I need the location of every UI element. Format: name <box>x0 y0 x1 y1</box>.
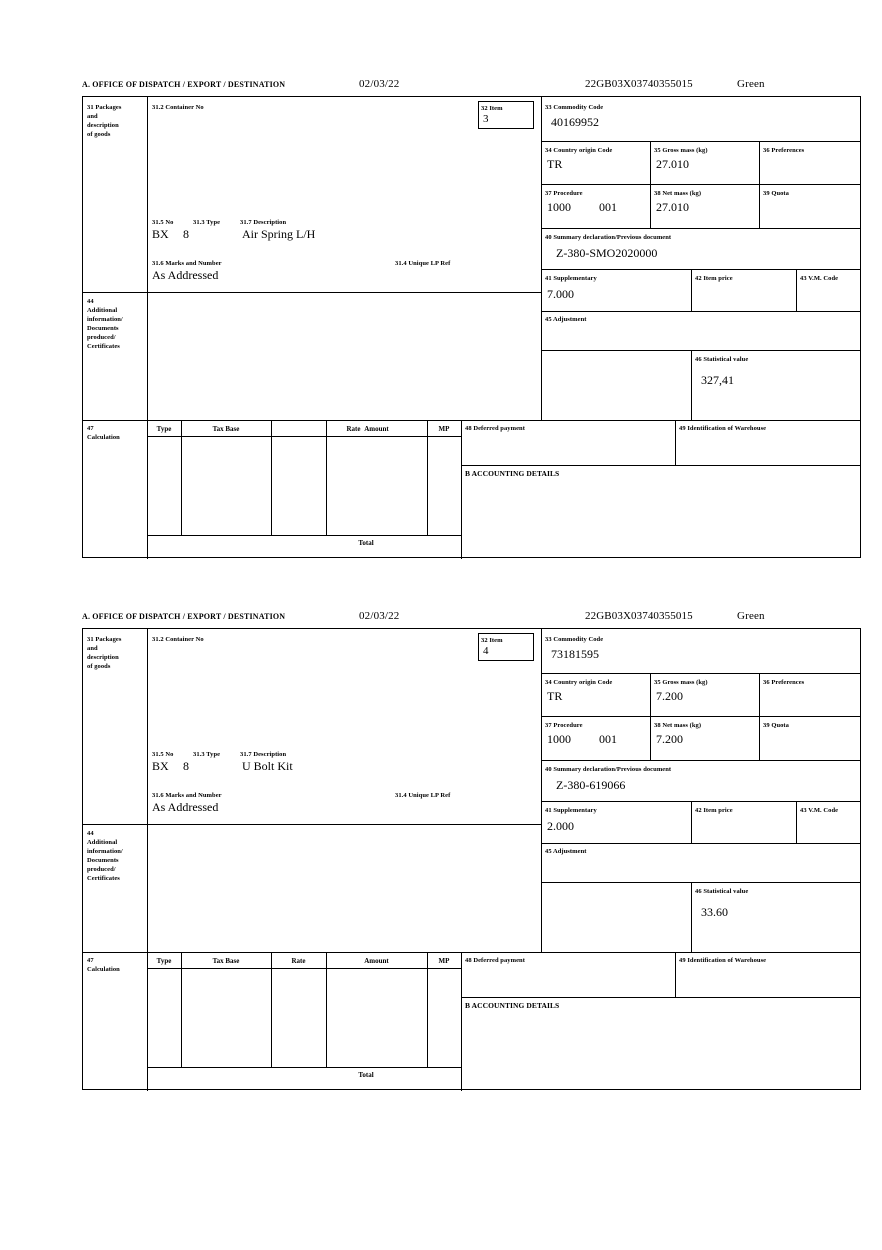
office-of-dispatch-label: A. OFFICE OF DISPATCH / EXPORT / DESTINATION <box>82 80 286 89</box>
divider <box>83 952 860 953</box>
box-32-item <box>478 633 534 661</box>
box-37-value-1: 1000 <box>547 200 571 214</box>
divider <box>147 420 148 559</box>
box-32-value: 4 <box>483 645 489 657</box>
divider <box>759 673 760 760</box>
packages-description-value: U Bolt Kit <box>242 759 293 773</box>
divider <box>461 952 462 1091</box>
divider <box>461 420 462 559</box>
marks-and-number-value: As Addressed <box>152 800 219 814</box>
dotted-divider <box>541 882 542 952</box>
box-32-label: 32 Item <box>481 105 503 112</box>
divider <box>147 97 148 420</box>
packages-no-value: 8 <box>183 227 189 241</box>
divider <box>541 350 860 351</box>
box-38-label: 38 Net mass (kg) <box>654 722 702 729</box>
divider <box>796 269 797 311</box>
divider <box>541 184 860 185</box>
box-41-label: 41 Supplementary <box>545 807 597 814</box>
box-35-value: 7.200 <box>656 689 683 703</box>
column-header-rate: Rate <box>291 957 306 965</box>
divider <box>326 420 327 535</box>
box-47-label: 47 Calculation <box>87 425 120 441</box>
divider <box>147 436 461 437</box>
box-45-label: 45 Adjustment <box>545 848 587 855</box>
divider <box>650 141 651 228</box>
column-header-rate: Rate <box>346 425 361 433</box>
divider <box>541 801 860 802</box>
declaration-date: 02/03/22 <box>359 78 400 90</box>
box-31-label: 31 Packages and description of goods <box>87 636 122 670</box>
box-34-value: TR <box>547 157 563 171</box>
divider <box>83 824 541 825</box>
divider <box>541 141 860 142</box>
box-41-value: 7.000 <box>547 287 574 301</box>
divider <box>271 952 272 1067</box>
box-37-label: 37 Procedure <box>545 190 583 197</box>
column-header-amount: Amount <box>364 425 389 433</box>
box-40-label: 40 Summary declaration/Previous document <box>545 234 672 241</box>
packages-no-value: 8 <box>183 759 189 773</box>
box-36-label: 36 Preferences <box>763 147 805 154</box>
box-43-label: 43 V.M. Code <box>800 275 839 282</box>
divider <box>271 420 272 535</box>
box-33-value: 73181595 <box>551 647 599 661</box>
marks-and-number-label: 31.6 Marks and Number <box>152 260 222 267</box>
box-38-value: 27.010 <box>656 200 689 214</box>
column-header-mp: MP <box>438 425 450 433</box>
divider <box>541 269 860 270</box>
movement-reference-number: 22GB03X03740355015 <box>585 610 693 622</box>
box-41-label: 41 Supplementary <box>545 275 597 282</box>
divider <box>147 1067 461 1068</box>
box-48-label: 48 Deferred payment <box>465 425 525 432</box>
marks-and-number-label: 31.6 Marks and Number <box>152 792 222 799</box>
box-34-value: TR <box>547 689 563 703</box>
box-36-label: 36 Preferences <box>763 679 805 686</box>
column-header-amount: Amount <box>364 957 389 965</box>
box-39-label: 39 Quota <box>763 190 789 197</box>
divider <box>675 952 676 997</box>
box-48-label: 48 Deferred payment <box>465 957 525 964</box>
divider <box>427 952 428 1067</box>
box-35-label: 35 Gross mass (kg) <box>654 679 708 686</box>
box-46-label: 46 Statistical value <box>695 888 749 895</box>
packages-description-value: Air Spring L/H <box>242 227 316 241</box>
form-2-header <box>82 610 861 628</box>
box-42-label: 42 Item price <box>695 807 733 814</box>
box-38-value: 7.200 <box>656 732 683 746</box>
container-no-label: 31.2 Container No <box>152 104 204 111</box>
divider <box>541 716 860 717</box>
column-header-type: Type <box>156 957 172 965</box>
routing-lane: Green <box>737 78 765 90</box>
box-37-label: 37 Procedure <box>545 722 583 729</box>
unique-lp-ref-label: 31.4 Unique LP Ref <box>395 792 451 799</box>
divider <box>541 311 860 312</box>
packages-type-value: BX <box>152 227 169 241</box>
divider <box>796 801 797 843</box>
packages-type-value: BX <box>152 759 169 773</box>
box-45-label: 45 Adjustment <box>545 316 587 323</box>
box-40-value: Z-380-619066 <box>556 778 626 792</box>
box-33-value: 40169952 <box>551 115 599 129</box>
box-37-value-2: 001 <box>599 200 617 214</box>
box-44-label: 44 Additional information/ Documents produced/ Certificates <box>87 830 123 882</box>
divider <box>691 350 692 420</box>
divider <box>326 952 327 1067</box>
box-39-label: 39 Quota <box>763 722 789 729</box>
packages-no-label: 31.5 No <box>152 751 174 758</box>
movement-reference-number: 22GB03X03740355015 <box>585 78 693 90</box>
divider <box>541 673 860 674</box>
divider <box>541 882 860 883</box>
box-33-label: 33 Commodity Code <box>545 104 604 111</box>
box-b-label: B ACCOUNTING DETAILS <box>465 1001 560 1010</box>
box-47-total-label: Total <box>358 539 374 547</box>
divider <box>83 292 541 293</box>
customs-declaration-form-2 <box>82 610 861 1090</box>
container-no-label: 31.2 Container No <box>152 636 204 643</box>
divider <box>759 141 760 228</box>
packages-type-label: 31.3 Type <box>193 751 221 758</box>
box-32-label: 32 Item <box>481 637 503 644</box>
dotted-divider <box>541 350 542 420</box>
form-2-body <box>82 628 861 1090</box>
box-40-value: Z-380-SMO2020000 <box>556 246 658 260</box>
divider <box>147 629 148 952</box>
column-header-tax-base: Tax Base <box>212 425 240 433</box>
box-47-label: 47 Calculation <box>87 957 120 973</box>
packages-description-label: 31.7 Description <box>240 219 287 226</box>
customs-declaration-form-1 <box>82 78 861 558</box>
divider <box>147 535 461 536</box>
box-35-value: 27.010 <box>656 157 689 171</box>
packages-type-label: 31.3 Type <box>193 219 221 226</box>
divider <box>147 968 461 969</box>
box-31-label: 31 Packages and description of goods <box>87 104 122 138</box>
marks-and-number-value: As Addressed <box>152 268 219 282</box>
packages-description-label: 31.7 Description <box>240 751 287 758</box>
form-1-body <box>82 96 861 558</box>
box-47-total-label: Total <box>358 1071 374 1079</box>
divider <box>541 228 860 229</box>
box-40-label: 40 Summary declaration/Previous document <box>545 766 672 773</box>
box-46-value: 327,41 <box>701 373 734 387</box>
divider <box>83 420 860 421</box>
box-44-label: 44 Additional information/ Documents produced/ Certificates <box>87 298 123 350</box>
unique-lp-ref-label: 31.4 Unique LP Ref <box>395 260 451 267</box>
office-of-dispatch-label: A. OFFICE OF DISPATCH / EXPORT / DESTINATION <box>82 612 286 621</box>
column-header-mp: MP <box>438 957 450 965</box>
packages-no-label: 31.5 No <box>152 219 174 226</box>
divider <box>675 420 676 465</box>
box-46-label: 46 Statistical value <box>695 356 749 363</box>
box-41-value: 2.000 <box>547 819 574 833</box>
divider <box>181 420 182 535</box>
divider <box>541 760 860 761</box>
divider <box>650 673 651 760</box>
box-43-label: 43 V.M. Code <box>800 807 839 814</box>
box-49-label: 49 Identification of Warehouse <box>679 425 767 432</box>
divider <box>461 997 860 998</box>
box-34-label: 34 Country origin Code <box>545 679 613 686</box>
box-46-value: 33.60 <box>701 905 728 919</box>
box-35-label: 35 Gross mass (kg) <box>654 147 708 154</box>
divider <box>691 882 692 952</box>
box-32-item <box>478 101 534 129</box>
divider <box>691 269 692 311</box>
box-42-label: 42 Item price <box>695 275 733 282</box>
column-header-tax-base: Tax Base <box>212 957 240 965</box>
box-b-label: B ACCOUNTING DETAILS <box>465 469 560 478</box>
box-37-value-2: 001 <box>599 732 617 746</box>
box-34-label: 34 Country origin Code <box>545 147 613 154</box>
divider <box>427 420 428 535</box>
divider <box>147 952 148 1091</box>
box-37-value-1: 1000 <box>547 732 571 746</box>
column-header-type: Type <box>156 425 172 433</box>
form-1-header <box>82 78 861 96</box>
divider <box>461 465 860 466</box>
box-32-value: 3 <box>483 113 489 125</box>
box-38-label: 38 Net mass (kg) <box>654 190 702 197</box>
box-33-label: 33 Commodity Code <box>545 636 604 643</box>
declaration-date: 02/03/22 <box>359 610 400 622</box>
routing-lane: Green <box>737 610 765 622</box>
divider <box>181 952 182 1067</box>
divider <box>691 801 692 843</box>
divider <box>541 843 860 844</box>
box-49-label: 49 Identification of Warehouse <box>679 957 767 964</box>
